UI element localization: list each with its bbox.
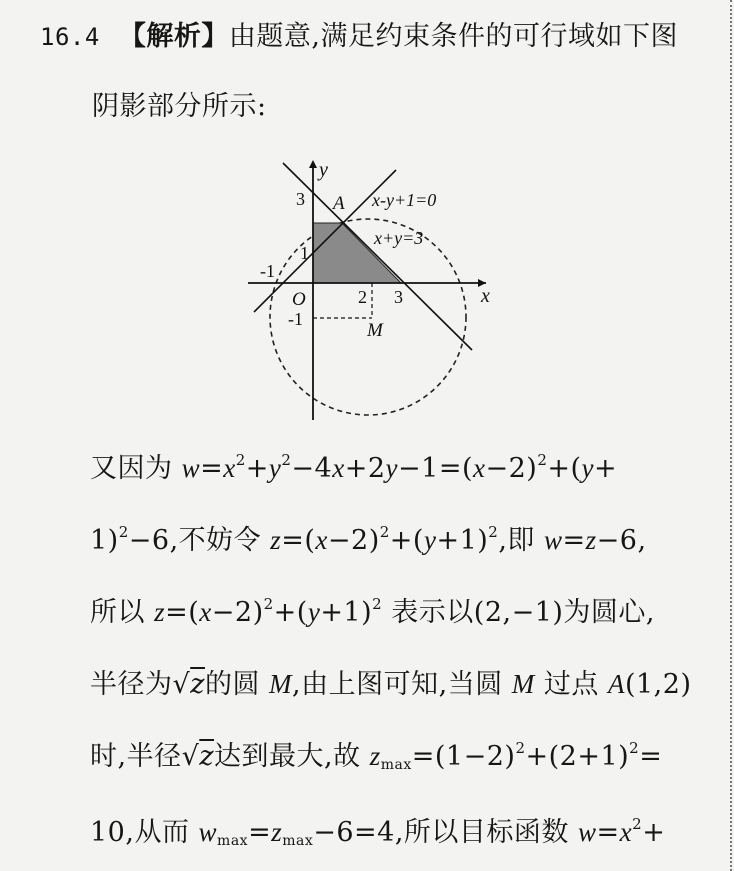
exp: 2 (515, 739, 526, 757)
tick-x-neg1: -1 (260, 261, 275, 281)
text-line-1: 由题意,满足约束条件的可行域如下图 (228, 21, 678, 52)
feasible-region-figure (238, 152, 508, 424)
x-axis-label: x (481, 285, 490, 307)
exp: 2 (235, 451, 246, 469)
exp: 2 (263, 595, 274, 613)
var-y: y (423, 525, 437, 555)
tick-y-neg1: -1 (288, 309, 303, 329)
var-z: z (271, 817, 283, 847)
tick-x-2: 2 (358, 287, 367, 307)
var-z: z (199, 741, 215, 772)
problem-header-line (40, 14, 678, 53)
var-y: y (307, 597, 321, 627)
exp: 2 (372, 595, 383, 613)
y-axis-label: y (319, 159, 328, 181)
sqrt-sign: √ (181, 741, 200, 772)
t: = (562, 525, 586, 556)
var-x: x (199, 597, 212, 627)
subscript-max: max (380, 757, 412, 773)
exp: 2 (629, 739, 640, 757)
t: 10,从而 (90, 817, 199, 848)
var-x: x (223, 453, 236, 483)
t: + (245, 453, 269, 484)
exp: 2 (632, 815, 643, 833)
var-w: w (198, 817, 218, 847)
origin-label: O (292, 289, 306, 310)
t: 半径为 (90, 669, 173, 700)
t: (1,2) (624, 669, 692, 700)
text-line-2 (92, 84, 267, 123)
text-line-5 (90, 590, 655, 629)
var-w: w (181, 453, 201, 483)
t: 表示以(2,−1)为圆心, (382, 597, 655, 628)
var-z: z (190, 669, 205, 700)
var-x: x (315, 525, 328, 555)
t: = (639, 741, 663, 772)
text-line-7 (90, 734, 662, 773)
text-line-8 (90, 810, 665, 849)
var-w: w (544, 525, 563, 555)
exp: 2 (118, 523, 129, 541)
t: +( (547, 453, 582, 484)
var-x: x (332, 453, 345, 483)
page-edge-dotted-border (727, 0, 732, 871)
var-z: z (270, 525, 282, 555)
var-M: M (269, 669, 293, 699)
t: +( (389, 525, 424, 556)
tick-y-3: 3 (296, 189, 305, 209)
var-y: y (581, 453, 595, 483)
exp: 2 (281, 451, 292, 469)
t: =( (281, 525, 316, 556)
t: +2 (344, 453, 386, 484)
t: = (596, 817, 620, 848)
t: 1) (90, 525, 119, 556)
t: 时,半径 (90, 741, 182, 772)
t: ,由上图可知,当圆 (292, 669, 512, 700)
line2-label: x+y=3 (374, 228, 424, 248)
t: + (594, 453, 618, 484)
text-line-6 (90, 662, 691, 701)
var-y: y (268, 453, 282, 483)
tick-x-3: 3 (394, 287, 403, 307)
var-z: z (369, 741, 381, 771)
t: 所以 (90, 597, 155, 628)
t: 又因为 (90, 453, 182, 484)
t: −2) (211, 597, 264, 628)
var-z: z (585, 525, 597, 555)
var-x: x (472, 453, 486, 483)
exp: 2 (537, 451, 548, 469)
t: = (200, 453, 224, 484)
question-number: 16.4 (40, 23, 100, 51)
text-line-4 (90, 518, 647, 557)
tick-y-1: 1 (300, 243, 309, 263)
t: =(1−2) (411, 741, 516, 772)
var-z: z (154, 597, 166, 627)
t: 达到最大,故 (214, 741, 370, 772)
t: −4 (291, 453, 333, 484)
t: 的圆 (204, 669, 270, 700)
exp: 2 (488, 523, 499, 541)
t: −6,不妨令 (128, 525, 271, 556)
line1-label: x-y+1=0 (372, 190, 437, 210)
y-axis-arrow (309, 160, 317, 168)
t: −6=4,所以目标函数 (313, 817, 579, 848)
t: + (642, 817, 666, 848)
var-x: x (619, 817, 633, 847)
t: −1=( (398, 453, 473, 484)
var-M: M (511, 669, 535, 699)
exp: 2 (379, 523, 390, 541)
subscript-max: max (282, 833, 314, 849)
t: −6, (596, 525, 647, 556)
sqrt-sign: √ (172, 669, 191, 700)
t: ,即 (498, 525, 545, 556)
subscript-max: max (217, 833, 249, 849)
var-y: y (385, 453, 399, 483)
t: +1) (320, 597, 373, 628)
t: =( (165, 597, 200, 628)
var-A: A (607, 669, 625, 699)
t: −2) (485, 453, 538, 484)
t: 过点 (534, 669, 608, 700)
text-line-2-content: 阴影部分所示: (92, 91, 267, 122)
text-line-3 (90, 446, 617, 485)
t: +1) (436, 525, 489, 556)
t: = (248, 817, 272, 848)
point-A-label: A (333, 193, 345, 214)
t: +(2+1) (525, 741, 630, 772)
t: +( (273, 597, 308, 628)
point-M-label: M (367, 320, 383, 341)
var-w: w (578, 817, 597, 847)
t: −2) (327, 525, 380, 556)
analysis-label: 【解析】 (118, 21, 229, 52)
